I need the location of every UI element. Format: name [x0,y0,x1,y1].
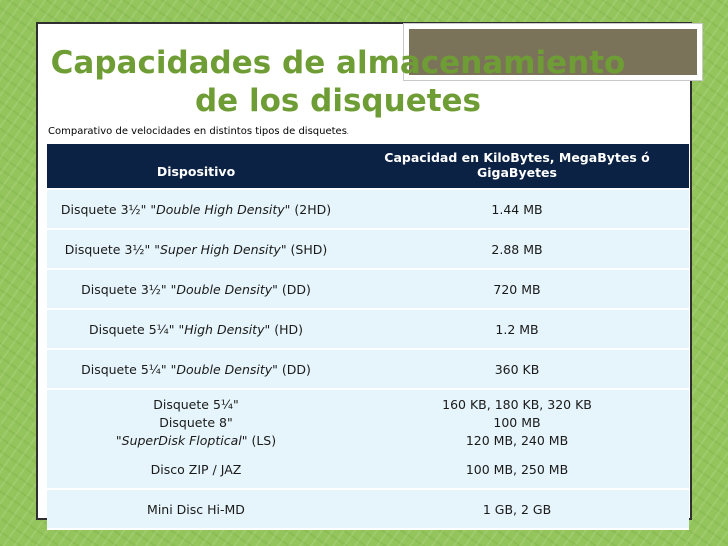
device-cell: Disquete 8" [47,414,345,432]
table-row [47,389,689,414]
table-header-row [47,144,689,189]
device-cell: Disquete 3½" "Double Density" (DD) [47,269,345,309]
capacity-cell: 160 KB, 180 KB, 320 KB [345,389,689,414]
device-cell: Disquete 5¼" "Double Density" (DD) [47,349,345,389]
capacity-cell: 1.44 MB [345,189,689,229]
device-cell: Disquete 5¼" "High Density" (HD) [47,309,345,349]
device-cell: Disco ZIP / JAZ [47,450,345,489]
capacity-cell: 2.88 MB [345,229,689,269]
capacity-cell: 120 MB, 240 MB [345,432,689,450]
device-cell: "SuperDisk Floptical" (LS) [47,432,345,450]
table-row [47,489,689,529]
table-row [47,450,689,489]
slide-subtitle: Comparativo de velocidades en distintos tipos de disquetes. [48,126,349,137]
header-device: Dispositivo [47,144,345,189]
slide-title [38,44,638,120]
capacity-cell: 720 MB [345,269,689,309]
capacity-table [47,144,689,530]
table-row [47,189,689,229]
table-row [47,229,689,269]
header-capacity: Capacidad en KiloBytes, MegaBytes ó GigaByetes [345,144,689,189]
table-row [47,349,689,389]
device-cell: Mini Disc Hi-MD [47,489,345,529]
table-row [47,414,689,432]
capacity-cell: 100 MB, 250 MB [345,450,689,489]
device-cell: Disquete 3½" "Super High Density" (SHD) [47,229,345,269]
title-line-1: Capacidades de almacenamiento [50,45,626,81]
device-cell: Disquete 3½" "Double High Density" (2HD) [47,189,345,229]
capacity-cell: 1.2 MB [345,309,689,349]
table-row [47,309,689,349]
table-row [47,432,689,450]
slide [36,22,692,520]
capacity-cell: 100 MB [345,414,689,432]
table-row [47,269,689,309]
device-cell: Disquete 5¼" [47,389,345,414]
capacity-cell: 360 KB [345,349,689,389]
capacity-cell: 1 GB, 2 GB [345,489,689,529]
title-line-2: de los disquetes [194,83,482,119]
